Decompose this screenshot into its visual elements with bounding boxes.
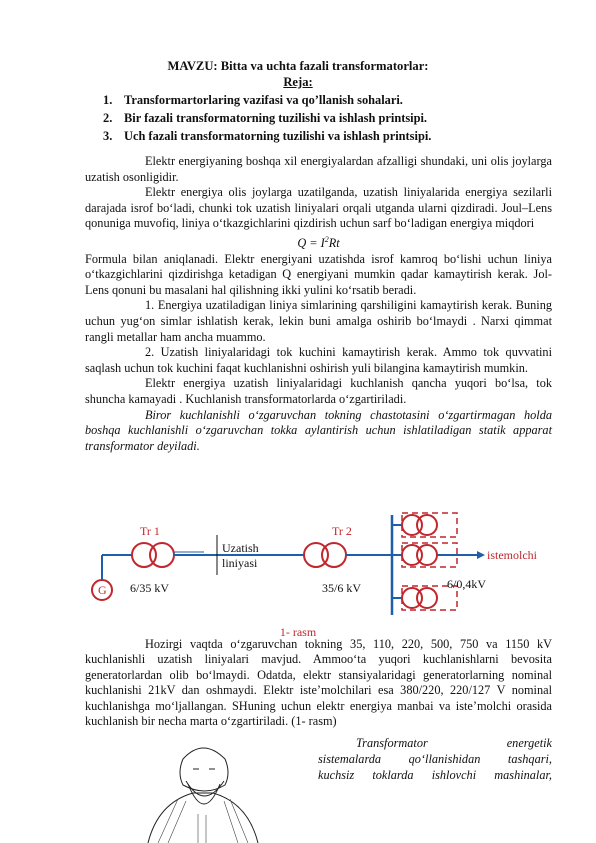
joule-lenz-formula (85, 232, 552, 252)
definition-paragraph: Biror kuchlanishli o‘zgaruvchan tokning chastotasini o‘zgartirmagan holda boshqa kuchlanishli o‘zgaruvchan tokka aylantirish uchun ishlatiladigan statik apparat transformator deyiladi. (85, 407, 552, 453)
consumer-label: istemolchi (487, 548, 537, 562)
plan-item-text: Transformartorlaring vazifasi va qo’llanish sohalari. (124, 93, 403, 107)
side-text-line: sistemalarda qo‘llanishidan tashqari, (318, 752, 552, 766)
tr2-label: Tr 2 (332, 524, 352, 538)
figure-caption: 1- rasm (279, 625, 317, 639)
portrait-engraving (128, 729, 278, 843)
portrait-head (180, 748, 228, 791)
plan-item-number: 3. (103, 129, 113, 143)
arrow-icon (477, 551, 485, 559)
tr1-winding-2 (150, 543, 174, 567)
body-text (85, 154, 552, 454)
load-transformer-2b (417, 545, 437, 565)
paragraph-text: Hozirgi vaqtda o‘zgaruvchan tokning 35, 110, 220, 500, 750 va 1150 kV kuchlanishli uzatish liniyalari mavjud. Ammoo‘ta yuqori kuchlanishlarni bevosita generatorlardan olib bo‘lmaydi. Odatda, elektr stansiyalaridagi generatorlarning nominal kuchlanishi 21kV dan oshmaydi. Elektr iste’molchilari esa 380/220, 220/127 V nominal kuchlanishga mo‘ljallangan. SHuning uchun elektr energiya manbai va iste’molchi orasida kuchlanish bir necha marta o‘zgartiriladi. (1- rasm) (85, 637, 552, 729)
plan-item-text: Bir fazali transformatorning tuzilishi va ishlash printsipi. (124, 111, 428, 125)
formula-exponent: 2 (324, 234, 329, 244)
paragraph: Elektr energiya olis joylarga uzatilganda, uzatish liniyalarida energiya sezilarli darajada isrof bo‘ladi, chunki tok uzatish liniyalari orqali utganda ularni qizdiradi. Joul–Lens qonuniga muvofiq, liniya o‘tkazgichlarini qizdirish uchun sarf bo‘ladigan energiya miqdori (85, 185, 552, 231)
tr1-label: Tr 1 (140, 524, 160, 538)
page-title: MAVZU: Bitta va uchta fazali transformatorlar: (167, 59, 429, 73)
load-transformer-3b (417, 588, 437, 608)
side-text (318, 735, 552, 783)
generator-label: G (98, 583, 107, 597)
paragraph: 2. Uzatish liniyalaridagi tok kuchini kamaytirish kerak. Ammo tok quvvatini saqlash uchun tok kuchini faqat kuchlanishni oshirish yuli bilangina kamaytirish mumkin. (85, 345, 552, 375)
paragraph: 1. Energiya uzatiladigan liniya simlarining qarshiligini kamaytirish kerak. Buning uchun yug‘on simlar ishlatish kerak, lekin buni amalga oshirib bo‘lmaydi . Narxi qimmat rangli metallar ham ancha muammo. (85, 298, 552, 344)
side-text-line: Transformator energetik (356, 736, 552, 750)
paragraph (85, 637, 552, 729)
line-label-1: Uzatish (222, 541, 259, 555)
paragraph: Elektr energiyaning boshqa xil energiyalardan afzalligi shundaki, uni olis joylarga uzatish osonligidir. (85, 154, 552, 184)
plan-item-text: Uch fazali transformatorning tuzilishi va ishlash printsipi. (124, 129, 432, 143)
paragraph: Elektr energiya uzatish liniyalaridagi kuchlanish qancha yuqori bo‘lsa, tok shuncha kamayadi . Kuchlanish transformatorlarda o‘zgartiriladi. (85, 376, 552, 406)
plan-item-number: 2. (103, 111, 113, 125)
portrait-hatching (158, 799, 248, 843)
output-voltage: 6/0,4kV (447, 577, 486, 591)
tr1-ratio: 6/35 kV (130, 581, 169, 595)
consumer-box (402, 513, 457, 537)
formula-rhs: Rt (328, 236, 340, 251)
plan-item-number: 1. (103, 93, 113, 107)
plan-item (103, 91, 431, 109)
side-text-line: kuchsiz toklarda ishlovchi mashinalar, (318, 768, 552, 782)
formula-lhs: Q = I (297, 236, 325, 251)
portrait-coat (148, 793, 258, 843)
tr2-ratio: 35/6 kV (322, 581, 361, 595)
paragraph: Formula bilan aniqlanadi. Elektr energiyani uzatishda isrof kamroq bo‘lishi uchun liniya o‘tkazgichlarini qizdirishga ketadigan Q energiyani mumkin qadar kamaytirish kerak. Jol-Lens qonuni bu masalani hal qilishning ikki yulini ko‘rsatib beradi. (85, 251, 552, 297)
consumer-dashed-boxes (402, 513, 457, 610)
power-transmission-diagram (82, 510, 562, 625)
plan-list (103, 91, 431, 145)
line-label-2: liniyasi (222, 556, 258, 570)
tr2-winding-2 (322, 543, 346, 567)
plan-item (103, 127, 431, 145)
plan-item (103, 109, 431, 127)
plan-heading: Reja: (283, 75, 313, 89)
load-transformer-1b (417, 515, 437, 535)
